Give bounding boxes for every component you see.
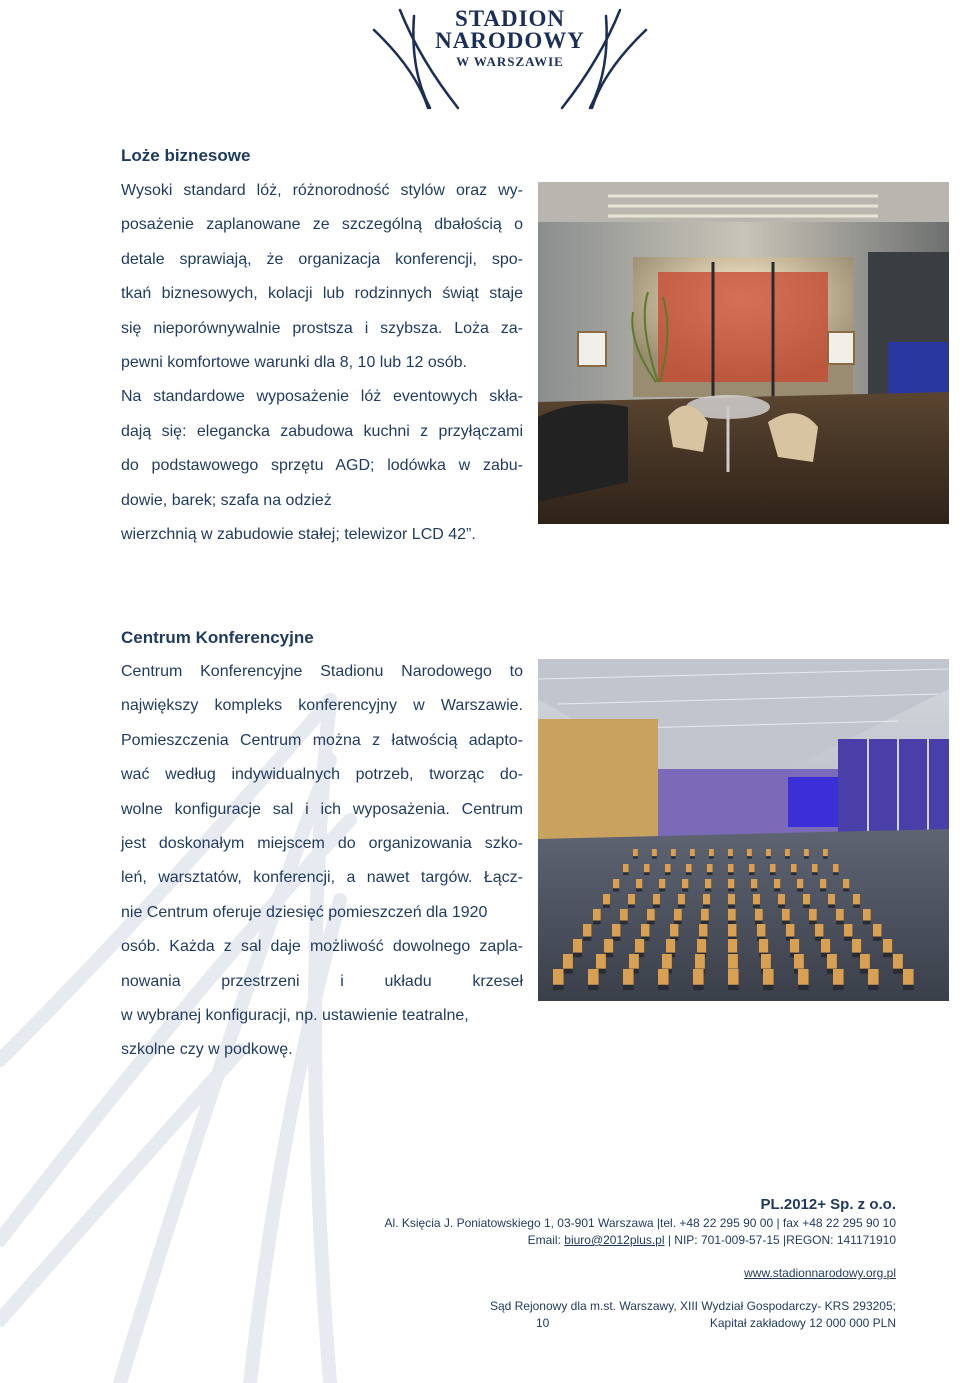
footer-court-registration: Sąd Rejonowy dla m.st. Warszawy, XIII Wydział Gospodarczy- KRS 293205;: [489, 1299, 896, 1313]
footer-address: Al. Księcia J. Poniatowskiego 1, 03-901 Warszawa |tel. +48 22 295 90 00 | fax +48 22 295 90 10: [384, 1216, 896, 1230]
conference-hall-photo: [538, 659, 949, 1001]
paragraph-conference-centre: [121, 655, 523, 1068]
footer-company-name: PL.2012+ Sp. z o.o.: [760, 1196, 896, 1213]
text-line: Na standardowe wyposażenie lóż eventowych skła-: [121, 388, 523, 406]
logo-line-1: STADION: [454, 6, 566, 31]
text-line: wać według indywidualnych potrzeb, tworząc do-: [121, 766, 523, 784]
text-line: dają się: elegancka zabudowa kuchni z przyłączami: [121, 422, 523, 440]
text-line: tkań biznesowych, kolacji lub rodzinnych świąt staje: [121, 285, 523, 303]
text-line: dowie, barek; szafa na odzież: [121, 491, 332, 509]
text-line: Wysoki standard lóż, różnorodność stylów oraz wy-: [121, 182, 523, 199]
text-line: detale sprawiają, że organizacja konferencji, spo-: [121, 250, 523, 268]
page-number: 10: [536, 1316, 550, 1330]
text-line: pewni komfortowe warunki dla 8, 10 lub 12 osób.: [121, 353, 467, 371]
text-line: posażenie zaplanowane ze szczególną dbałością o: [121, 216, 523, 234]
footer-contact: [528, 1233, 896, 1247]
text-line: do podstawowego sprzętu AGD; lodówka w zabu-: [121, 457, 523, 475]
text-line: się nieporównywalnie prostsza i szybsza. Loża za-: [121, 319, 523, 337]
text-line: w wybranej konfiguracji, np. ustawienie teatralne,: [121, 1006, 469, 1024]
text-line: leń, warsztatów, konferencji, a nawet targów. Łącz-: [121, 869, 523, 887]
section-heading-conference-centre: Centrum Konferencyjne: [121, 628, 314, 647]
text-line: nie Centrum oferuje dziesięć pomieszczeń dla 1920: [121, 903, 488, 921]
text-line: wierzchnią w zabudowie stałej; telewizor LCD 42”.: [121, 525, 476, 543]
paragraph-business-boxes: [121, 174, 523, 552]
footer-email-label: Email:: [527, 1233, 565, 1247]
text-line: Pomieszczenia Centrum można z łatwością adapto-: [121, 731, 523, 749]
footer-share-capital: Kapitał zakładowy 12 000 000 PLN: [709, 1316, 896, 1330]
footer-nip-regon: | NIP: 701-009-57-15 |REGON: 141171910: [664, 1233, 896, 1247]
footer-website-link[interactable]: www.stadionnarodowy.org.pl: [744, 1266, 896, 1280]
text-line: jest doskonałym miejscem do organizowania szko-: [121, 834, 523, 852]
stadion-logo: [370, 0, 650, 112]
text-line: Centrum Konferencyjne Stadionu Narodowego to: [121, 663, 523, 680]
logo-line-2: NARODOWY: [435, 28, 585, 53]
business-box-photo: [538, 182, 949, 524]
logo-line-3: W WARSZAWIE: [456, 54, 564, 69]
text-line: największy kompleks konferencyjny w Warszawie.: [121, 697, 523, 715]
text-line: wolne konfiguracje sal i ich wyposażenia. Centrum: [121, 800, 523, 818]
footer-email-link[interactable]: biuro@2012plus.pl: [564, 1233, 665, 1247]
section-heading-business-boxes: Loże biznesowe: [121, 146, 251, 165]
text-line: osób. Każda z sal daje możliwość dowolnego zapla-: [121, 938, 523, 956]
text-line: szkolne czy w podkowę.: [121, 1041, 293, 1059]
text-line: nowania przestrzeni i układu krzeseł: [121, 972, 523, 990]
